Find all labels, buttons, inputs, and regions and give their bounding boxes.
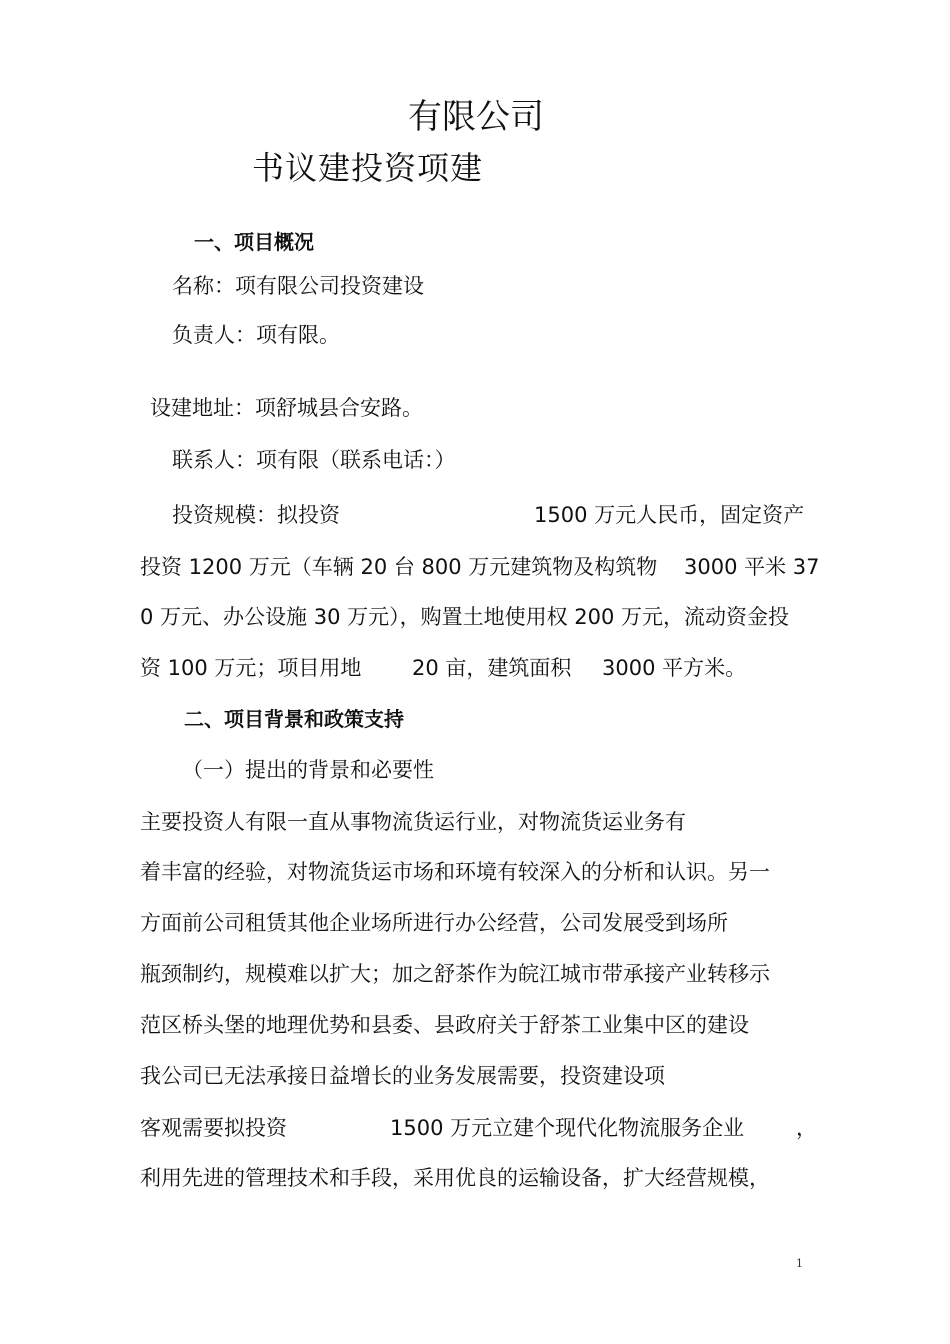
body-line-7a: 客观需要拟投资 [140, 1116, 287, 1140]
body-line-7c: ， [796, 1116, 817, 1140]
investment-line-2b: 3000 平米 37 [684, 555, 820, 579]
investment-line-2a: 投资 1200 万元（车辆 20 台 800 万元建筑物及构筑物 [140, 555, 658, 579]
body-line-2: 着丰富的经验，对物流货运市场和环境有较深入的分析和认识。另一 [140, 860, 770, 884]
investment-line-4c: 3000 平方米。 [602, 656, 747, 680]
project-location-line: 设建地址：项舒城县合安路。 [150, 396, 423, 420]
investment-line-4a: 资 100 万元；项目用地 [140, 656, 362, 680]
section-heading-overview: 一、项目概况 [194, 230, 314, 254]
body-line-5: 范区桥头堡的地理优势和县委、县政府关于舒茶工业集中区的建设 [140, 1013, 749, 1037]
body-line-1: 主要投资人有限一直从事物流货运行业，对物流货运业务有 [140, 810, 686, 834]
document-subtitle: 书议建投资项建 [252, 149, 484, 187]
body-line-7b: 1500 万元立建个现代化物流服务企业 [390, 1116, 745, 1140]
section-heading-background: 二、项目背景和政策支持 [184, 707, 404, 731]
body-line-4: 瓶颈制约，规模难以扩大；加之舒茶作为皖江城市带承接产业转移示 [140, 962, 770, 986]
page-number: 1 [796, 1257, 803, 1270]
body-line-8: 利用先进的管理技术和手段，采用优良的运输设备，扩大经营规模， [140, 1166, 770, 1190]
subsection-heading-necessity: （一）提出的背景和必要性 [182, 758, 434, 782]
investment-line-1b: 1500 万元人民币，固定资产 [534, 503, 805, 527]
project-owner-line: 负责人：项有限。 [172, 323, 340, 347]
document-title: 有限公司 [408, 97, 544, 137]
body-line-6: 我公司已无法承接日益增长的业务发展需要，投资建设项 [140, 1064, 665, 1088]
project-contact-line: 联系人：项有限（联系电话：） [172, 448, 456, 472]
body-line-3: 方面前公司租赁其他企业场所进行办公经营，公司发展受到场所 [140, 911, 728, 935]
project-name-line: 名称：项有限公司投资建设 [172, 274, 424, 298]
investment-line-1a: 投资规模：拟投资 [172, 503, 340, 527]
investment-line-3: 0 万元、办公设施 30 万元），购置土地使用权 200 万元，流动资金投 [140, 605, 790, 629]
investment-line-4b: 20 亩，建筑面积 [412, 656, 572, 680]
